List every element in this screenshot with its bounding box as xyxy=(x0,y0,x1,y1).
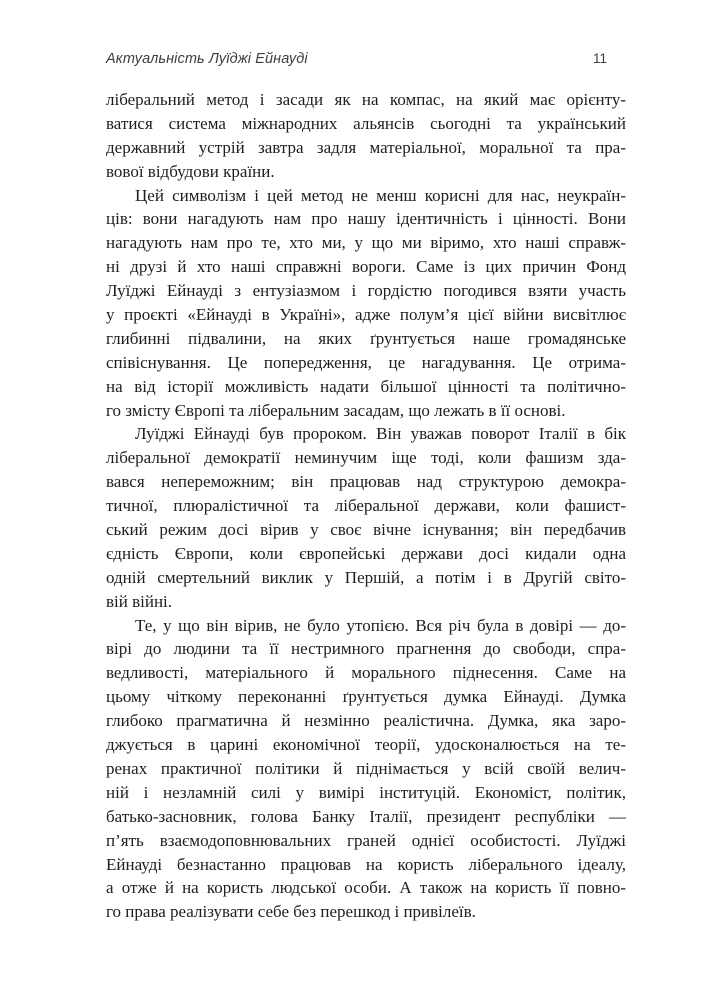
text-line: цьому чіткому переконанні ґрунтується думка Ейнауді. Думка xyxy=(106,687,626,707)
paragraph xyxy=(106,422,626,613)
text-line: Луїджі Ейнауді був пророком. Він уважав поворот Італії в бік xyxy=(135,424,626,444)
text-line: ведливості, матеріального й морального піднесення. Саме на xyxy=(106,663,626,683)
text-line: у проєкті «Ейнауді в Україні», адже полум’я цієї війни висвітлює xyxy=(106,305,626,325)
text-line: го змісту Європі та ліберальним засадам, що лежать в її основі. xyxy=(106,400,566,420)
body-text xyxy=(106,88,626,924)
paragraph xyxy=(106,184,626,423)
text-line: державний устрій завтра задля матеріальної, моральної та пра- xyxy=(106,137,626,157)
text-line: Те, у що він вірив, не було утопією. Вся річ була в довірі — до- xyxy=(135,615,626,635)
text-line: батько-засновник, голова Банку Італії, президент республіки — xyxy=(106,806,626,826)
text-line: а отже й на користь людської особи. А також на користь її повно- xyxy=(106,878,626,898)
text-line: джується в царині економічної теорії, удосконалюється на те- xyxy=(106,735,626,755)
text-line: на від історії можливість надати більшої цінності та політично- xyxy=(106,376,626,396)
running-title: Актуальність Луїджі Ейнауді xyxy=(106,51,308,67)
page-number: 11 xyxy=(592,51,607,66)
text-line: вової відбудови країни. xyxy=(106,161,275,181)
text-line: Ейнауді безнастанно працював на користь ліберального ідеалу, xyxy=(106,854,626,874)
text-line: ліберальної демократії неминучим іще тоді, коли фашизм зда- xyxy=(106,448,626,468)
text-line: тичної, плюралістичної та ліберальної держави, коли фашист- xyxy=(106,496,626,516)
text-line: ський режим досі вірив у своє вічне існування; він передбачив xyxy=(106,520,626,540)
text-line: нагадують нам про те, хто ми, у що ми віримо, хто наші справж- xyxy=(106,233,626,253)
text-line: вій війні. xyxy=(106,591,173,611)
paragraph xyxy=(106,614,626,925)
text-line: глибинні підвалини, на яких ґрунтується наше громадянське xyxy=(106,328,626,348)
text-line: Луїджі Ейнауді з ентузіазмом і гордістю погодився взяти участь xyxy=(106,281,626,301)
paragraph xyxy=(106,88,626,184)
text-line: Цей символізм і цей метод не менш корисні для нас, неукраїн- xyxy=(135,185,626,205)
text-line: ній і незламній силі у вимірі інституцій. Економіст, політик, xyxy=(106,782,626,802)
text-line: одній смертельний виклик у Першій, а потім і в Другій світо- xyxy=(106,567,626,587)
text-line: єдність Європи, коли європейські держави досі кидали одна xyxy=(106,543,626,563)
text-line: ватися система міжнародних альянсів сьогодні та український xyxy=(106,113,626,133)
text-line: співіснування. Це попередження, це нагадування. Це отрима- xyxy=(106,352,626,372)
text-line: го права реалізувати себе без перешкод і привілеїв. xyxy=(106,902,476,922)
text-line: п’ять взаємодоповнювальних граней однієї особистості. Луїджі xyxy=(106,830,626,850)
text-line: ренах практичної політики й піднімається у всій своїй велич- xyxy=(106,758,626,778)
running-head xyxy=(106,50,626,68)
text-line: ні друзі й хто наші справжні вороги. Саме із цих причин Фонд xyxy=(106,257,626,277)
text-line: вірі до людини та її нестримного прагнення до свободи, спра- xyxy=(106,639,626,659)
text-line: глибоко прагматична й незмінно реалістична. Думка, яка заро- xyxy=(106,711,626,731)
text-line: ліберальний метод і засади як на компас, на який має орієнту- xyxy=(106,90,626,109)
text-line: вався непереможним; він працював над структурою демокра- xyxy=(106,472,626,492)
text-line: ців: вони нагадують нам про нашу ідентичність і цінності. Вони xyxy=(106,209,626,229)
